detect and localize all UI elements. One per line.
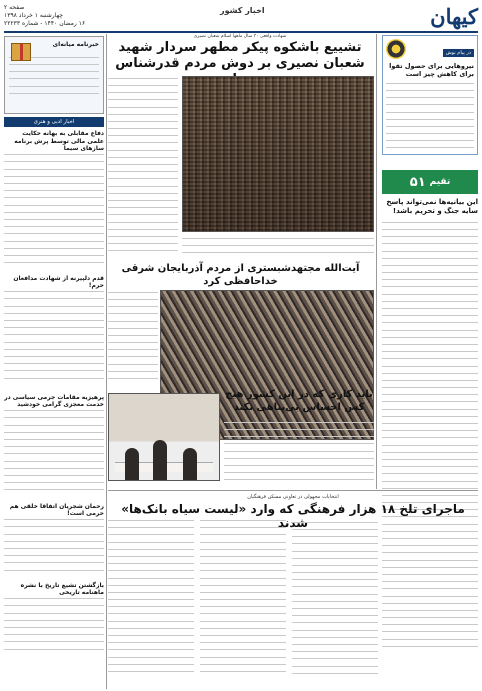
left-story2-title: قدم دلپیرنه از شهادت مدافعان حرم! [13,274,104,289]
meeting-photo [108,393,220,481]
gift-icon [11,43,31,61]
left-story1-title: دفاع مقابلی به بهانه حکایت علمی مالی توسط پرش برنامه سازهای سیما [14,130,104,152]
main-headline: تشییع باشکوه پیکر مطهر سردار شهید شعبان نصیری بر دوش مردم قدرشناس [115,40,365,71]
green-badge: تقیم ۵۱ [382,170,478,194]
box-body-text [386,81,474,155]
right-story-text [382,220,478,680]
head-no-one-helpless: باید کاری که در این کشور هیچ کس احساس بی‌پناهی نکند [225,389,373,413]
main-story-text-2 [182,236,374,258]
section-title: اخبار کشور [220,6,265,15]
funeral-crowd-photo [182,76,374,232]
left-promo-box [4,36,104,114]
column-divider [106,34,107,689]
left-news-column [4,130,104,685]
right-story [382,198,478,216]
left-story5-title: بازگشتن تشیع تاریخ با نشره ماهنامه تاریخی [20,581,104,596]
sub-story-text [108,290,158,390]
issue-info: صفحه ۲ چهارشنبه ۱ خرداد ۱۳۹۸ ۱۶ رمضان ۱۴۴۰ - شماره ۲۲۲۳۳ [4,4,86,27]
sub-headline: آیت‌الله مجتهدشبستری از مردم آذربایجان شرقی خداحافظی کرد [121,263,360,287]
main-story-text-1 [108,76,178,256]
box-tag: در پیام نوش [443,49,474,57]
sun-icon [386,39,406,59]
bottom-headline: ماجرای تلخ ۱۸ هزار فرهنگی که وارد «لیست سیاه بانک‌ها» شدند [121,502,465,530]
left-story3-title: پرهیزیه مقامات جرمی سیاسی در خدمت معجزی گرامی خودشید [4,393,104,408]
newspaper-logo: کیهان [430,3,478,29]
column-divider [376,34,377,489]
left-section-bar: اخبار ادبی و هنری [4,117,104,127]
bottom-kicker: انتخابات مجهولی در تعاونی مسکن فرهنگیان [247,494,339,500]
left-story4-title: رحمان شجریان اتفاقا خلقی هم حرمی است! [9,502,104,517]
box-title: نیروهایی برای حصول تقوا برای کاهش چیز است [389,62,474,78]
main-caption: شهادت واقعی ۳۰ سال ماهها اسلام شعبان نصیری [193,34,287,39]
right-story-title: این بیانیه‌ها نمی‌تواند پاسخ سایه جنگ و تحریم باشد! [386,198,478,215]
left-box-title: خبرنامه میانه‌ای [52,41,99,48]
head3-story-text [224,420,374,490]
bottom-story-text [108,520,378,686]
section-divider [108,490,478,491]
masthead-rule [4,31,478,33]
right-news-box [382,35,478,155]
